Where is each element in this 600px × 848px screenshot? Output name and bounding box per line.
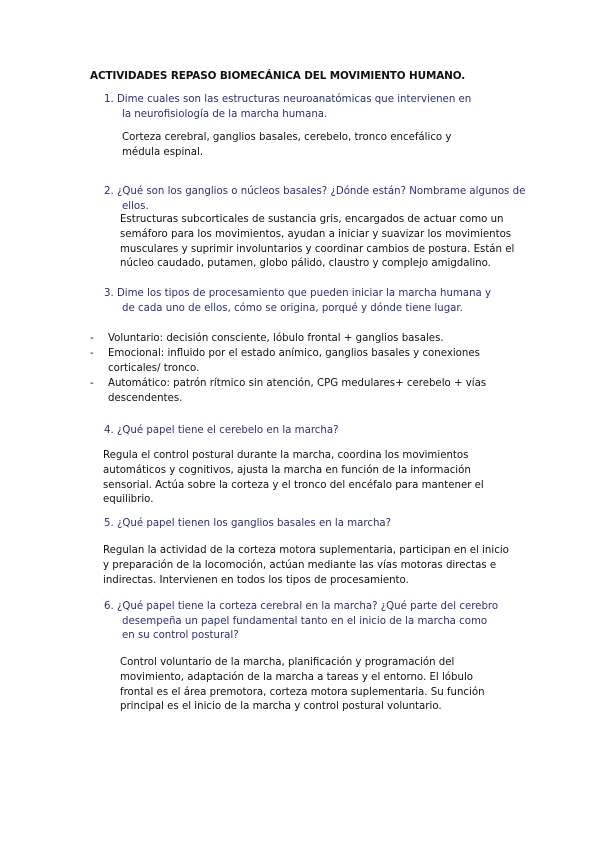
bullet-dash-2: -	[90, 348, 94, 359]
answer-2-line-4: núcleo caudado, putamen, globo pálido, claustro y complejo amigdalino.	[120, 258, 491, 270]
bullet-1-line-1: Voluntario: decisión consciente, lóbulo frontal + ganglios basales.	[108, 333, 444, 344]
answer-5-line-3: indirectas. Intervienen en todos los tipos de procesamiento.	[103, 574, 409, 586]
bullet-2-line-1: Emocional: influido por el estado anímico, ganglios basales y conexiones	[108, 348, 480, 359]
question-2	[104, 185, 525, 214]
question-2-line-2: ellos.	[122, 200, 149, 212]
answer-4	[103, 449, 484, 508]
answer-6-line-3: frontal es el área premotora, corteza motora suplementaria. Su función	[120, 686, 485, 698]
question-1-line-2: la neurofisiología de la marcha humana.	[122, 108, 328, 120]
question-3	[104, 287, 491, 316]
question-3-line-1: 3. Dime los tipos de procesamiento que pueden iniciar la marcha humana y	[104, 288, 492, 299]
answer-2	[120, 213, 514, 272]
answer-1	[122, 131, 451, 161]
bullet-2-line-2: corticales/ tronco.	[108, 362, 200, 374]
question-2-line-1: 2. ¿Qué son los ganglios o núcleos basales? ¿Dónde están? Nombrame algunos de	[104, 186, 526, 197]
bullet-1	[108, 332, 444, 347]
answer-6-line-2: movimiento, adaptación de la marcha a tareas y el entorno. El lóbulo	[120, 671, 474, 683]
answer-1-line-1: Corteza cerebral, ganglios basales, cerebelo, tronco encefálico y	[122, 132, 452, 143]
answer-2-line-1: Estructuras subcorticales de sustancia gris, encargados de actuar como un	[120, 214, 504, 225]
answer-6	[120, 656, 485, 715]
answer-5-line-2: y preparación de la locomoción, actúan mediante las vías motoras directas e	[103, 559, 497, 571]
question-6	[104, 600, 498, 644]
bullet-3-line-2: descendentes.	[108, 392, 183, 404]
answer-5-line-1: Regulan la actividad de la corteza motora suplementaria, participan en el inicio	[103, 545, 509, 556]
question-5-line-1: 5. ¿Qué papel tienen los ganglios basales en la marcha?	[104, 518, 392, 529]
question-6-line-1: 6. ¿Qué papel tiene la corteza cerebral en la marcha? ¿Qué parte del cerebro	[104, 601, 499, 612]
answer-5	[103, 544, 509, 588]
question-4-line-1: 4. ¿Qué papel tiene el cerebelo en la marcha?	[104, 425, 339, 436]
answer-1-line-2: médula espinal.	[122, 146, 204, 158]
bullet-3	[108, 377, 486, 407]
bullet-dash-3: -	[90, 378, 94, 389]
answer-2-line-3: musculares y suprimir involuntarios y coordinar cambios de postura. Están el	[120, 243, 515, 255]
answer-4-line-4: equilibrio.	[103, 494, 154, 506]
question-6-line-3: en su control postural?	[122, 630, 239, 641]
answer-4-line-2: automáticos y cognitivos, ajusta la marcha en función de la información	[103, 464, 471, 476]
answer-2-line-2: semáforo para los movimientos, ayudan a iniciar y suavizar los movimientos	[120, 228, 512, 240]
answer-4-line-1: Regula el control postural durante la marcha, coordina los movimientos	[103, 450, 469, 461]
bullet-2	[108, 347, 480, 377]
answer-6-line-1: Control voluntario de la marcha, planificación y programación del	[120, 657, 455, 668]
answer-6-line-4: principal es el inicio de la marcha y control postural voluntario.	[120, 701, 442, 713]
question-3-line-2: de cada uno de ellos, cómo se origina, porqué y dónde tiene lugar.	[122, 302, 463, 314]
question-4	[104, 424, 339, 439]
document-title: ACTIVIDADES REPASO BIOMECÁNICA DEL MOVIMIENTO HUMANO.	[90, 70, 466, 82]
answer-4-line-3: sensorial. Actúa sobre la corteza y el tronco del encéfalo para mantener el	[103, 479, 484, 491]
question-5	[104, 517, 391, 532]
question-1-line-1: 1. Dime cuales son las estructuras neuroanatómicas que intervienen en	[104, 94, 472, 105]
question-1	[104, 93, 471, 122]
bullet-3-line-1: Automático: patrón rítmico sin atención, CPG medulares+ cerebelo + vías	[108, 378, 487, 389]
question-6-line-2: desempeña un papel fundamental tanto en el inicio de la marcha como	[122, 615, 488, 627]
bullet-dash-1: -	[90, 333, 94, 344]
